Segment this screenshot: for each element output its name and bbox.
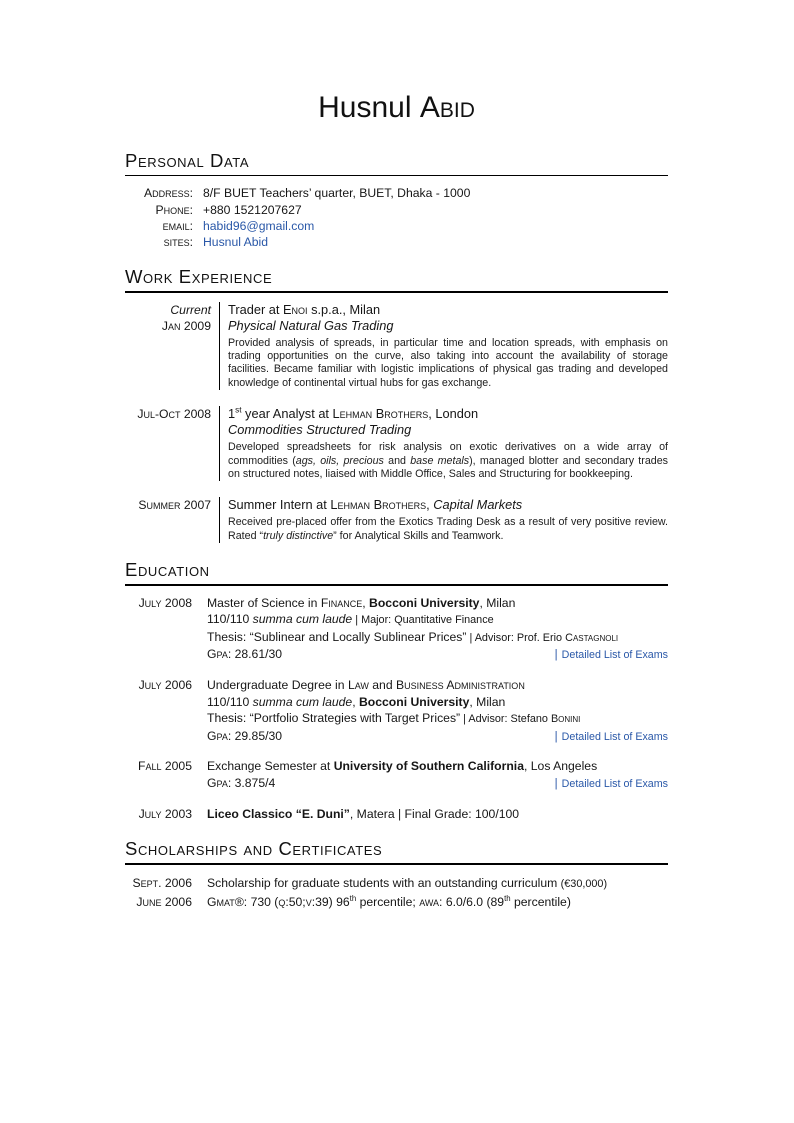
work-entry-description: Received pre-placed offer from the Exotics Trading Desk as a result of very positive review. Rated “truly distinctive” for Analytical Skills and Teamwork. (228, 516, 668, 542)
work-entry-lehman-analyst (125, 406, 668, 481)
address-value: 8/F BUET Teachers’ quarter, BUET, Dhaka - 1000 (203, 186, 471, 201)
education-entry-undergrad (125, 677, 668, 745)
education-entry-date: July 2008 (138, 595, 192, 610)
education-entry-lines: Exchange Semester at University of Southern California, Los Angeles (207, 759, 598, 774)
work-entry-dates: Jul-Oct 2008 (137, 407, 211, 422)
work-entry-body (219, 497, 668, 543)
work-entry-body (219, 406, 668, 481)
section-education (125, 559, 668, 822)
work-entry-dates: Current Jan 2009 (161, 302, 211, 333)
gpa-value: Gpa: 29.85/30 (207, 728, 283, 743)
personal-data-table (125, 185, 668, 250)
sites-link[interactable]: Husnul Abid (203, 235, 269, 249)
work-entry-subtitle: Commodities Structured Trading (228, 422, 412, 438)
email-label: email: (162, 218, 193, 233)
gpa-row (207, 728, 668, 746)
education-entry-liceo (125, 806, 668, 823)
education-entry-body (207, 595, 668, 664)
education-entry-lines: Undergraduate Degree in Law and Business Administration 110/110 summa cum laude, Bocconi University, Milan Thesis: “Portfolio Strategies with Target Prices” | Advisor: Stefano Bonini (207, 678, 581, 726)
exams-link-group (555, 729, 668, 746)
section-rule (125, 584, 668, 585)
page-title (125, 90, 668, 126)
work-entry-body (219, 302, 668, 391)
detailed-exams-link[interactable]: Detailed List of Exams (561, 730, 668, 743)
work-entry-title: 1st year Analyst at Lehman Brothers, London (228, 405, 479, 422)
education-entry-msc (125, 595, 668, 664)
personal-row-phone (125, 202, 668, 218)
exams-link-group (555, 776, 668, 793)
education-entry-body (207, 806, 668, 823)
last-name: Abid (419, 91, 475, 124)
gpa-row (207, 775, 668, 793)
section-rule (125, 175, 668, 176)
education-entry-exchange (125, 758, 668, 792)
scholarships-heading: Scholarships and Certificates (125, 838, 383, 860)
work-entry-dates: Summer 2007 (138, 498, 211, 513)
link-separator-bar: | (554, 777, 558, 790)
scholarship-date: June 2006 (136, 894, 192, 909)
section-rule (125, 291, 668, 292)
education-entry-lines: Master of Science in Finance, Bocconi University, Milan 110/110 summa cum laude | Major: Quantitative Finance Thesis: “Sublinear and Locally Sublinear Prices” | Advisor: Prof. Erio Castagnoli (207, 595, 619, 644)
work-entry-title: Summer Intern at Lehman Brothers, Capital Markets (228, 497, 523, 513)
education-entry-lines: Liceo Classico “E. Duni”, Matera | Final Grade: 100/100 (207, 806, 520, 821)
gpa-value: Gpa: 3.875/4 (207, 775, 276, 790)
work-entry-description: Provided analysis of spreads, in particular time and location spreads, with emphasis on trading opportunities on the curve, also taking into account the availability of storage facilities. Became familiar with logistic implications of physical gas trading and developed knowledge of continental virtual hubs for gas exchange. (228, 336, 668, 389)
detailed-exams-link[interactable]: Detailed List of Exams (561, 777, 668, 790)
education-heading: Education (125, 559, 210, 581)
scholarship-row (125, 874, 668, 893)
link-separator-bar: | (554, 649, 558, 662)
section-scholarships (125, 838, 668, 910)
scholarship-row (125, 893, 668, 911)
email-link[interactable]: habid96@gmail.com (203, 218, 315, 233)
phone-value: +880 1521207627 (203, 202, 302, 217)
work-entry-subtitle: Physical Natural Gas Trading (228, 317, 394, 333)
work-entry-title: Trader at Enoi s.p.a., Milan (228, 301, 381, 317)
work-entry-description: Developed spreadsheets for risk analysis on exotic derivatives on a wide array of commodities (ags, oils, precious and base metals), managed blotter and secondary trades on structured notes, liaised with Middle Office, Sales and Structuring for bookkeeping. (228, 441, 668, 481)
education-entry-body (207, 677, 668, 745)
personal-row-sites (125, 234, 668, 250)
phone-label: Phone: (155, 202, 193, 217)
section-personal-data (125, 150, 668, 250)
address-label: Address: (143, 186, 193, 201)
gpa-row (207, 646, 668, 664)
personal-row-address (125, 185, 668, 201)
education-entry-date: July 2003 (138, 806, 192, 821)
link-separator-bar: | (554, 730, 558, 743)
sites-label: sites: (163, 235, 193, 249)
detailed-exams-link[interactable]: Detailed List of Exams (561, 649, 668, 662)
education-entry-body (207, 758, 668, 792)
work-experience-heading: Work Experience (125, 266, 273, 288)
education-entry-date: July 2006 (138, 678, 192, 693)
personal-row-email (125, 218, 668, 234)
scholarship-date: Sept. 2006 (132, 875, 192, 890)
scholarship-text: Scholarship for graduate students with an outstanding curriculum (€30,000) (207, 875, 608, 890)
first-name: Husnul (318, 91, 412, 124)
personal-data-heading: Personal Data (125, 150, 250, 171)
work-entry-lehman-intern (125, 497, 668, 543)
scholarship-text: Gmat®: 730 (q:50;v:39) 96th percentile; awa: 6.0/6.0 (89th percentile) (207, 893, 571, 909)
section-work-experience (125, 266, 668, 543)
work-entry-enoi (125, 302, 668, 391)
exams-link-group (555, 647, 668, 664)
section-rule (125, 863, 668, 864)
education-entry-date: Fall 2005 (138, 759, 192, 774)
gpa-value: Gpa: 28.61/30 (207, 647, 283, 662)
